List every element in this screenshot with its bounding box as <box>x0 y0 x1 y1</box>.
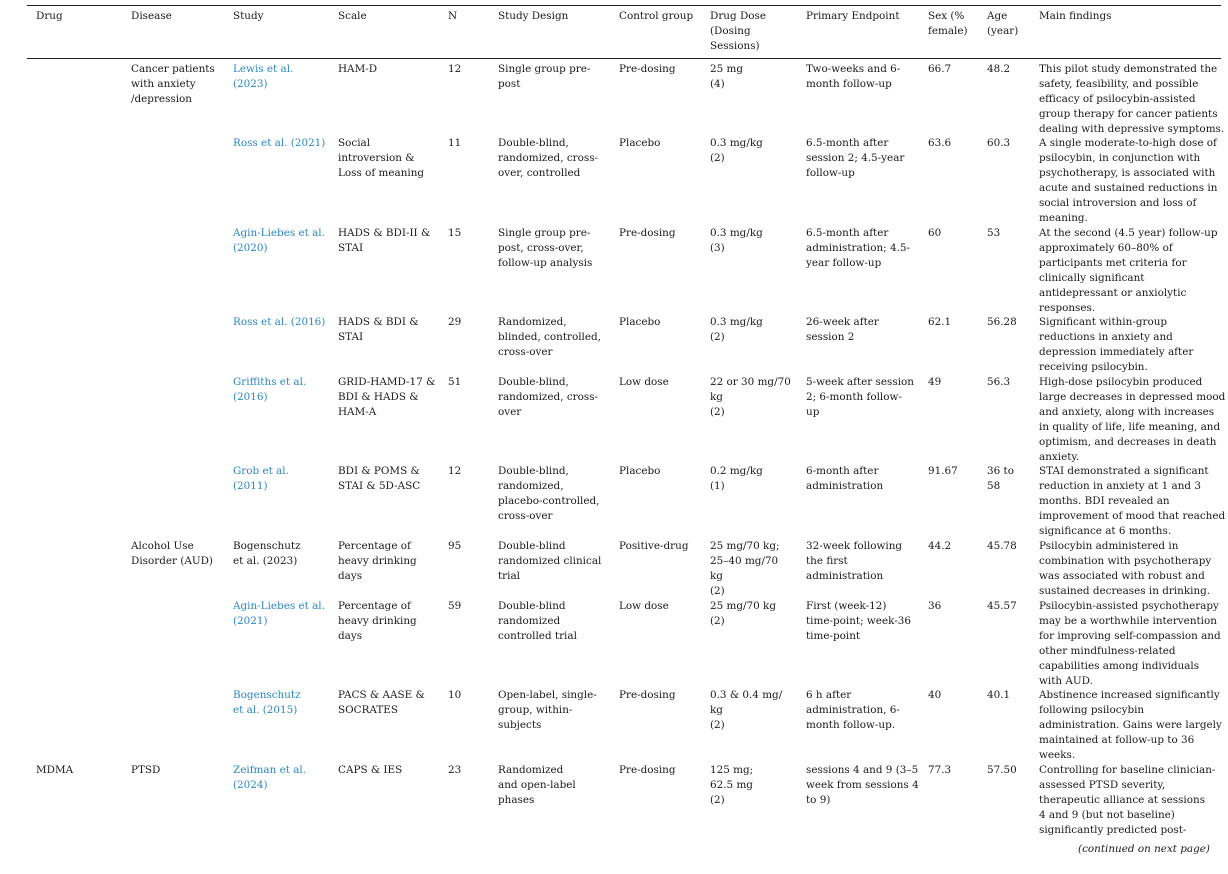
cell-scale: GRID-HAMD-17 & BDI & HADS & HAM-A <box>338 376 436 418</box>
cell-study-design: Double-blind randomized clinical trial <box>498 540 602 582</box>
cell-drug-dose: 25 mg/70 kg (2) <box>710 600 777 627</box>
cell-control-group: Low dose <box>619 376 669 388</box>
cell-study-design: Randomized and open-label phases <box>498 764 576 806</box>
cell-drug-dose: 25 mg/70 kg; 25–40 mg/70 kg (2) <box>710 540 780 597</box>
cell-study-design: Double-blind randomized controlled trial <box>498 600 577 642</box>
cell-age: 45.57 <box>987 600 1017 612</box>
header-control-group: Control group <box>619 10 694 22</box>
cell-control-group: Pre-dosing <box>619 63 676 75</box>
cell-study[interactable]: Lewis et al. (2023) <box>233 63 294 90</box>
cell-main-findings: Psilocybin-assisted psychotherapy may be a worthwhile intervention for improving self-compassion and other mindfulness-related capabilities among individuals with AUD. <box>1039 600 1221 687</box>
continued-note: (continued on next page) <box>1078 843 1210 855</box>
cell-control-group: Positive-drug <box>619 540 689 552</box>
cell-study[interactable]: Agin-Liebes et al. (2020) <box>233 227 325 254</box>
cell-drug-dose: 0.3 mg/kg (3) <box>710 227 763 254</box>
cell-control-group: Pre-dosing <box>619 227 676 239</box>
cell-drug-dose: 0.3 & 0.4 mg/ kg (2) <box>710 689 783 731</box>
cell-study-design: Open-label, single- group, within- subjects <box>498 689 597 731</box>
cell-study-design: Single group pre- post <box>498 63 591 90</box>
cell-study[interactable]: Zeifman et al. (2024) <box>233 764 307 791</box>
cell-study[interactable]: Griffiths et al. (2016) <box>233 376 307 403</box>
cell-n: 95 <box>448 540 462 552</box>
cell-drug-dose: 0.3 mg/kg (2) <box>710 316 763 343</box>
cell-age: 36 to 58 <box>987 465 1014 492</box>
cell-primary-endpoint: 5-week after session 2; 6-month follow- up <box>806 376 914 418</box>
cell-drug: MDMA <box>36 764 74 776</box>
cell-n: 23 <box>448 764 462 776</box>
cell-primary-endpoint: 6.5-month after session 2; 4.5-year follow-up <box>806 137 905 179</box>
cell-primary-endpoint: First (week-12) time-point; week-36 time-point <box>806 600 911 642</box>
cell-study[interactable]: Grob et al. (2011) <box>233 465 289 492</box>
cell-drug-dose: 25 mg (4) <box>710 63 744 90</box>
cell-scale: PACS & AASE & SOCRATES <box>338 689 425 716</box>
cell-age: 45.78 <box>987 540 1017 552</box>
cell-disease: Alcohol Use Disorder (AUD) <box>131 540 213 567</box>
header-study: Study <box>233 10 264 22</box>
cell-sex: 77.3 <box>928 764 952 776</box>
header-age: Age (year) <box>987 10 1019 37</box>
cell-primary-endpoint: 6 h after administration, 6- month follow-up. <box>806 689 900 731</box>
cell-scale: BDI & POMS & STAI & 5D-ASC <box>338 465 421 492</box>
cell-age: 56.3 <box>987 376 1011 388</box>
cell-drug-dose: 0.3 mg/kg (2) <box>710 137 763 164</box>
cell-drug-dose: 22 or 30 mg/70 kg (2) <box>710 376 791 418</box>
header-study-design: Study Design <box>498 10 569 22</box>
cell-study: Bogenschutz et al. (2023) <box>233 540 301 567</box>
cell-n: 29 <box>448 316 462 328</box>
cell-disease: Cancer patients with anxiety /depression <box>131 63 215 105</box>
cell-control-group: Placebo <box>619 316 661 328</box>
cell-study[interactable]: Ross et al. (2016) <box>233 316 326 328</box>
cell-scale: Social introversion & Loss of meaning <box>338 137 425 179</box>
cell-study-design: Double-blind, randomized, cross- over <box>498 376 599 418</box>
cell-n: 59 <box>448 600 462 612</box>
cell-control-group: Placebo <box>619 137 661 149</box>
cell-primary-endpoint: sessions 4 and 9 (3–5 week from sessions 4 to 9) <box>806 764 919 806</box>
cell-sex: 66.7 <box>928 63 952 75</box>
header-scale: Scale <box>338 10 367 22</box>
cell-scale: Percentage of heavy drinking days <box>338 540 417 582</box>
cell-sex: 36 <box>928 600 942 612</box>
cell-age: 57.50 <box>987 764 1017 776</box>
cell-sex: 40 <box>928 689 942 701</box>
cell-study-design: Double-blind, randomized, placebo-controlled, cross-over <box>498 465 600 522</box>
cell-study-design: Single group pre- post, cross-over, follow-up analysis <box>498 227 593 269</box>
cell-sex: 60 <box>928 227 942 239</box>
cell-age: 48.2 <box>987 63 1011 75</box>
cell-primary-endpoint: 6-month after administration <box>806 465 884 492</box>
cell-main-findings: A single moderate-to-high dose of psilocybin, in conjunction with psychotherapy, is associated with acute and sustained reductions in social introversion and loss of meaning. <box>1039 137 1218 224</box>
cell-control-group: Pre-dosing <box>619 689 676 701</box>
header-primary-endpoint: Primary Endpoint <box>806 10 900 22</box>
cell-scale: HADS & BDI-II & STAI <box>338 227 431 254</box>
cell-age: 56.28 <box>987 316 1017 328</box>
cell-drug-dose: 125 mg; 62.5 mg (2) <box>710 764 754 806</box>
cell-n: 12 <box>448 63 462 75</box>
cell-primary-endpoint: Two-weeks and 6- month follow-up <box>806 63 901 90</box>
cell-study[interactable]: Bogenschutz et al. (2015) <box>233 689 301 716</box>
cell-study-design: Double-blind, randomized, cross- over, controlled <box>498 137 599 179</box>
header-rule <box>27 58 1221 59</box>
cell-study[interactable]: Ross et al. (2021) <box>233 137 326 149</box>
cell-main-findings: Psilocybin administered in combination with psychotherapy was associated with robust and sustained decreases in drinking. <box>1039 540 1212 597</box>
cell-primary-endpoint: 26-week after session 2 <box>806 316 879 343</box>
cell-sex: 62.1 <box>928 316 952 328</box>
cell-drug-dose: 0.2 mg/kg (1) <box>710 465 763 492</box>
cell-primary-endpoint: 6.5-month after administration; 4.5- year follow-up <box>806 227 910 269</box>
header-drug: Drug <box>36 10 63 22</box>
cell-main-findings: At the second (4.5 year) follow-up approximately 60–80% of participants met criteria for clinically significant antidepressant or anxiolytic responses. <box>1039 227 1218 314</box>
cell-control-group: Pre-dosing <box>619 764 676 776</box>
cell-sex: 91.67 <box>928 465 958 477</box>
cell-sex: 63.6 <box>928 137 952 149</box>
cell-age: 60.3 <box>987 137 1011 149</box>
header-main-findings: Main findings <box>1039 10 1112 22</box>
cell-scale: HAM-D <box>338 63 378 75</box>
cell-main-findings: This pilot study demonstrated the safety, feasibility, and possible efficacy of psilocybin-assisted group therapy for cancer patients dealing with depressive symptoms. <box>1039 63 1225 135</box>
header-n: N <box>448 10 458 22</box>
cell-main-findings: Controlling for baseline clinician- assessed PTSD severity, therapeutic alliance at sessions 4 and 9 (but not baseline) significantly predicted post- <box>1039 764 1216 836</box>
cell-control-group: Low dose <box>619 600 669 612</box>
cell-n: 51 <box>448 376 462 388</box>
header-disease: Disease <box>131 10 172 22</box>
cell-main-findings: Abstinence increased significantly following psilocybin administration. Gains were largely maintained at follow-up to 36 weeks. <box>1039 689 1222 761</box>
cell-main-findings: STAI demonstrated a significant reduction in anxiety at 1 and 3 months. BDI revealed an improvement of mood that reached significance at 6 months. <box>1039 465 1226 537</box>
cell-scale: Percentage of heavy drinking days <box>338 600 417 642</box>
cell-control-group: Placebo <box>619 465 661 477</box>
cell-sex: 44.2 <box>928 540 952 552</box>
cell-main-findings: High-dose psilocybin produced large decreases in depressed mood and anxiety, along with increases in quality of life, life meaning, and optimism, and decreases in death anxiety. <box>1039 376 1226 463</box>
cell-study-design: Randomized, blinded, controlled, cross-over <box>498 316 601 358</box>
cell-scale: CAPS & IES <box>338 764 403 776</box>
cell-sex: 49 <box>928 376 942 388</box>
header-drug-dose: Drug Dose (Dosing Sessions) <box>710 10 767 52</box>
cell-study[interactable]: Agin-Liebes et al. (2021) <box>233 600 325 627</box>
cell-n: 10 <box>448 689 462 701</box>
cell-disease: PTSD <box>131 764 161 776</box>
top-rule <box>27 5 1221 6</box>
cell-n: 12 <box>448 465 462 477</box>
cell-n: 15 <box>448 227 462 239</box>
cell-n: 11 <box>448 137 462 149</box>
cell-primary-endpoint: 32-week following the first administration <box>806 540 903 582</box>
cell-scale: HADS & BDI & STAI <box>338 316 419 343</box>
cell-main-findings: Significant within-group reductions in anxiety and depression immediately after receiving psilocybin. <box>1039 316 1194 373</box>
header-sex: Sex (% female) <box>928 10 968 37</box>
cell-age: 40.1 <box>987 689 1011 701</box>
cell-age: 53 <box>987 227 1001 239</box>
